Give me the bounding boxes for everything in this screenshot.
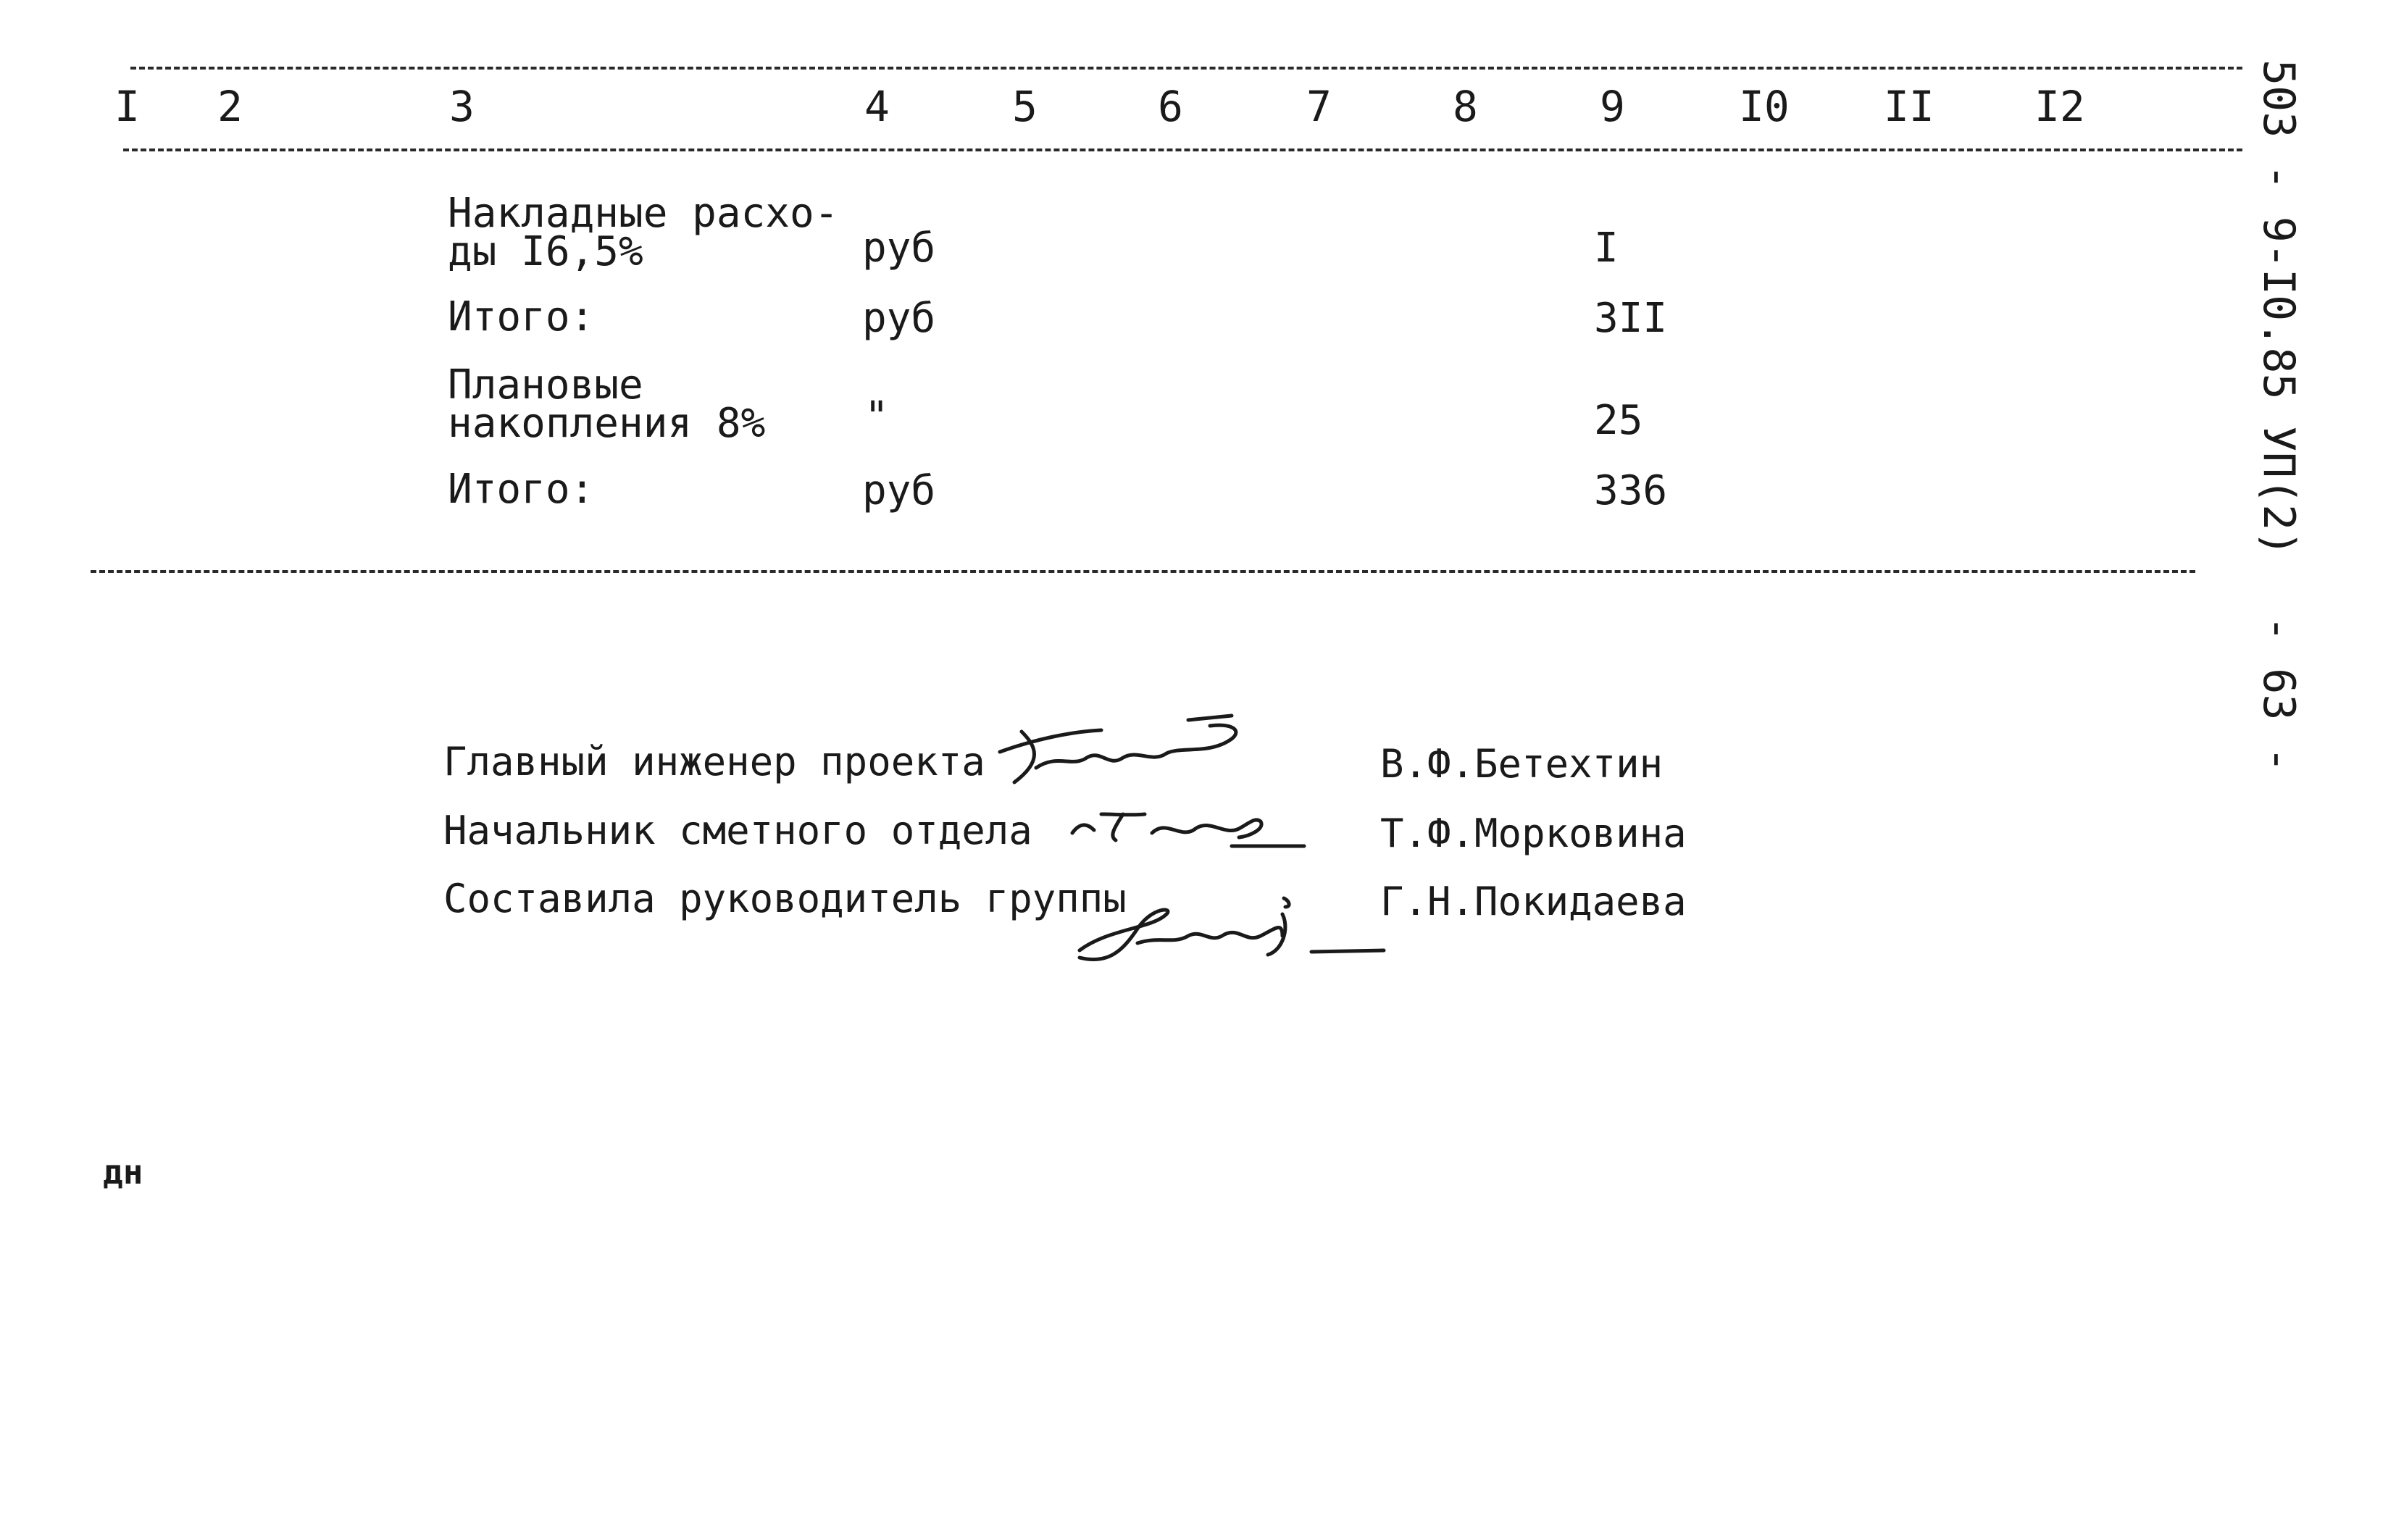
signature-handwriting [993, 710, 1268, 790]
column-header-9: 9 [1600, 82, 1625, 131]
page-number: - 63 - [2253, 616, 2304, 773]
row-name: Накладные расхо- ды I6,5% [448, 190, 839, 276]
signature-handwriting [1065, 885, 1391, 972]
row-value: 336 [1594, 467, 1668, 514]
table-top-rule [130, 67, 2242, 70]
row-unit: руб [862, 295, 936, 342]
column-header-8: 8 [1453, 82, 1478, 131]
header-bottom-rule [123, 148, 2242, 151]
footer-mark: дн [103, 1152, 143, 1192]
column-header-11: II [1884, 82, 1934, 131]
signature-name: Т.Ф.Морковина [1380, 811, 1687, 856]
column-header-10: I0 [1739, 82, 1790, 131]
column-header-6: 6 [1158, 82, 1183, 131]
column-header-2: 2 [217, 82, 243, 131]
signature-handwriting [1065, 804, 1311, 855]
column-header-5: 5 [1012, 82, 1038, 131]
row-unit: руб [862, 225, 936, 272]
signature-title: Главный инженер проекта [443, 739, 985, 784]
row-value: 3II [1594, 295, 1668, 342]
column-header-3: 3 [449, 82, 475, 131]
row-name: Плановые накопления 8% [448, 361, 766, 448]
signature-name: В.Ф.Бетехтин [1380, 741, 1664, 787]
signature-title: Начальник сметного отдела [443, 808, 1032, 853]
row-name: Итого: [448, 293, 595, 340]
row-value: I [1594, 225, 1619, 272]
column-header-4: 4 [864, 82, 890, 131]
row-unit: руб [862, 467, 936, 514]
column-header-1: I [114, 82, 140, 131]
row-unit: " [864, 393, 889, 440]
signature-name: Г.Н.Покидаева [1380, 879, 1687, 924]
table-bottom-rule [91, 570, 2195, 573]
row-value: 25 [1594, 397, 1643, 444]
document-code: 503 - 9-I0.85 УП(2) [2253, 59, 2304, 557]
column-header-7: 7 [1306, 82, 1332, 131]
row-name: Итого: [448, 466, 595, 513]
column-header-12: I2 [2034, 82, 2085, 131]
signature-title: Составила руководитель группы [443, 876, 1127, 921]
